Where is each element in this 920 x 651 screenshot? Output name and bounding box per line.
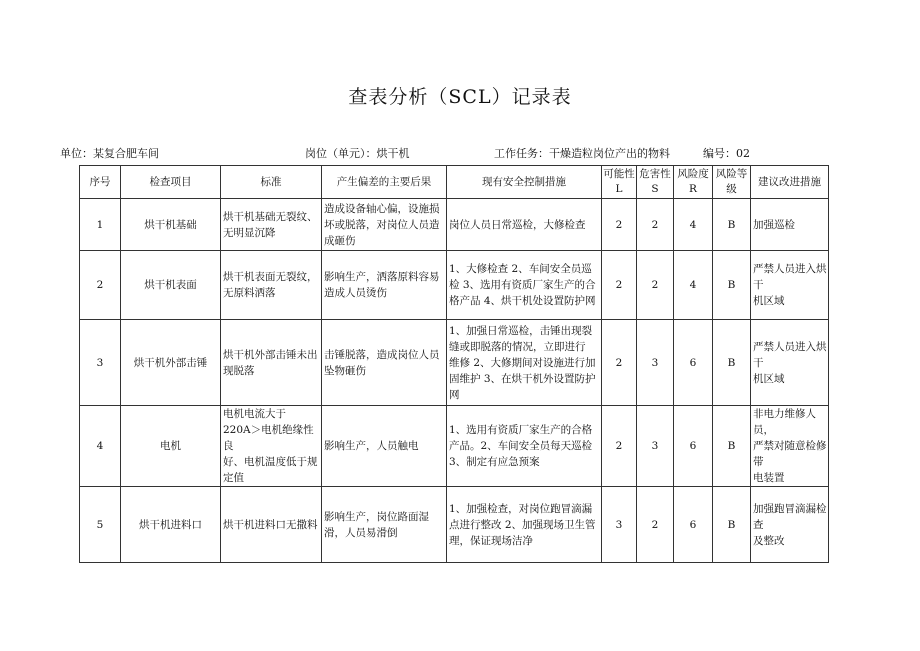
page-title: 查表分析（SCL）记录表 — [348, 86, 572, 108]
cell-level: B — [713, 406, 751, 487]
header-seq: 序号 — [80, 166, 121, 199]
cell-measures: 1、加强日常巡检，击锤出现裂 缝或即脱落的情况，立即进行 维修 2、大修期间对设施进行加 固维护 3、在烘干机外设置防护 网 — [447, 320, 602, 406]
cell-level: B — [713, 320, 751, 406]
cell-item: 烘干机进料口 — [121, 487, 221, 563]
table-row — [80, 406, 829, 487]
cell-measures: 1、选用有资质厂家生产的合格 产品。2、车间安全员每天巡检 3、制定有应急预案 — [447, 406, 602, 487]
table-row — [80, 320, 829, 406]
cell-suggestion: 严禁人员进入烘干 机区域 — [751, 251, 829, 320]
cell-standard: 烘干机表面无裂纹， 无原料洒落 — [221, 251, 322, 320]
cell-likelihood: 2 — [602, 406, 637, 487]
header-measures: 现有安全控制措施 — [447, 166, 602, 199]
cell-level: B — [713, 487, 751, 563]
cell-likelihood: 2 — [602, 199, 637, 251]
cell-suggestion: 非电力维修人员， 严禁对随意检修带 电装置 — [751, 406, 829, 487]
cell-likelihood: 2 — [602, 251, 637, 320]
cell-level: B — [713, 199, 751, 251]
cell-likelihood: 2 — [602, 320, 637, 406]
cell-suggestion: 加强跑冒滴漏检查 及整改 — [751, 487, 829, 563]
cell-item: 烘干机表面 — [121, 251, 221, 320]
scl-record-table — [79, 165, 829, 563]
cell-severity: 2 — [637, 487, 674, 563]
cell-severity: 2 — [637, 251, 674, 320]
number-label: 编号：02 — [703, 147, 750, 160]
cell-consequence: 造成设备轴心偏，设施损 坏或脱落，对岗位人员造 成砸伤 — [322, 199, 447, 251]
header-risk: 风险度 R — [674, 166, 713, 199]
cell-seq: 2 — [80, 251, 121, 320]
header-consequence: 产生偏差的主要后果 — [322, 166, 447, 199]
header-level: 风险等 级 — [713, 166, 751, 199]
task-label: 工作任务：干燥造粒岗位产出的物料 — [494, 147, 670, 160]
cell-risk: 6 — [674, 406, 713, 487]
cell-suggestion: 加强巡检 — [751, 199, 829, 251]
cell-suggestion: 严禁人员进入烘干 机区域 — [751, 320, 829, 406]
cell-severity: 2 — [637, 199, 674, 251]
cell-measures: 岗位人员日常巡检，大修检查 — [447, 199, 602, 251]
cell-standard: 烘干机基础无裂纹、 无明显沉降 — [221, 199, 322, 251]
header-item: 检查项目 — [121, 166, 221, 199]
table-header-row — [80, 166, 829, 199]
cell-severity: 3 — [637, 406, 674, 487]
cell-risk: 4 — [674, 199, 713, 251]
table-row — [80, 199, 829, 251]
cell-consequence: 影响生产，洒落原料容易 造成人员烫伤 — [322, 251, 447, 320]
table-row — [80, 251, 829, 320]
cell-standard: 烘干机外部击锤未出 现脱落 — [221, 320, 322, 406]
header-suggestion: 建议改进措施 — [751, 166, 829, 199]
cell-item: 烘干机外部击锤 — [121, 320, 221, 406]
cell-severity: 3 — [637, 320, 674, 406]
cell-seq: 5 — [80, 487, 121, 563]
table-row — [80, 487, 829, 563]
cell-seq: 4 — [80, 406, 121, 487]
cell-level: B — [713, 251, 751, 320]
cell-consequence: 击锤脱落，造成岗位人员 坠物砸伤 — [322, 320, 447, 406]
header-standard: 标准 — [221, 166, 322, 199]
header-severity: 危害性 S — [637, 166, 674, 199]
cell-item: 烘干机基础 — [121, 199, 221, 251]
cell-consequence: 影响生产，岗位路面湿 滑，人员易滑倒 — [322, 487, 447, 563]
cell-standard: 电机电流大于 220A＞电机绝缘性良 好、电机温度低于规 定值 — [221, 406, 322, 487]
cell-item: 电机 — [121, 406, 221, 487]
cell-likelihood: 3 — [602, 487, 637, 563]
cell-seq: 1 — [80, 199, 121, 251]
cell-consequence: 影响生产，人员触电 — [322, 406, 447, 487]
cell-seq: 3 — [80, 320, 121, 406]
cell-risk: 4 — [674, 251, 713, 320]
cell-measures: 1、大修检查 2、车间安全员巡 检 3、选用有资质厂家生产的合 格产品 4、烘干机处设置防护网 — [447, 251, 602, 320]
cell-standard: 烘干机进料口无撒料 — [221, 487, 322, 563]
cell-risk: 6 — [674, 320, 713, 406]
cell-measures: 1、加强检查，对岗位跑冒滴漏 点进行整改 2、加强现场卫生管 理，保证现场洁净 — [447, 487, 602, 563]
post-label: 岗位（单元）：烘干机 — [305, 147, 410, 160]
cell-risk: 6 — [674, 487, 713, 563]
header-likelihood: 可能性 L — [602, 166, 637, 199]
unit-label: 单位：某复合肥车间 — [60, 147, 159, 160]
